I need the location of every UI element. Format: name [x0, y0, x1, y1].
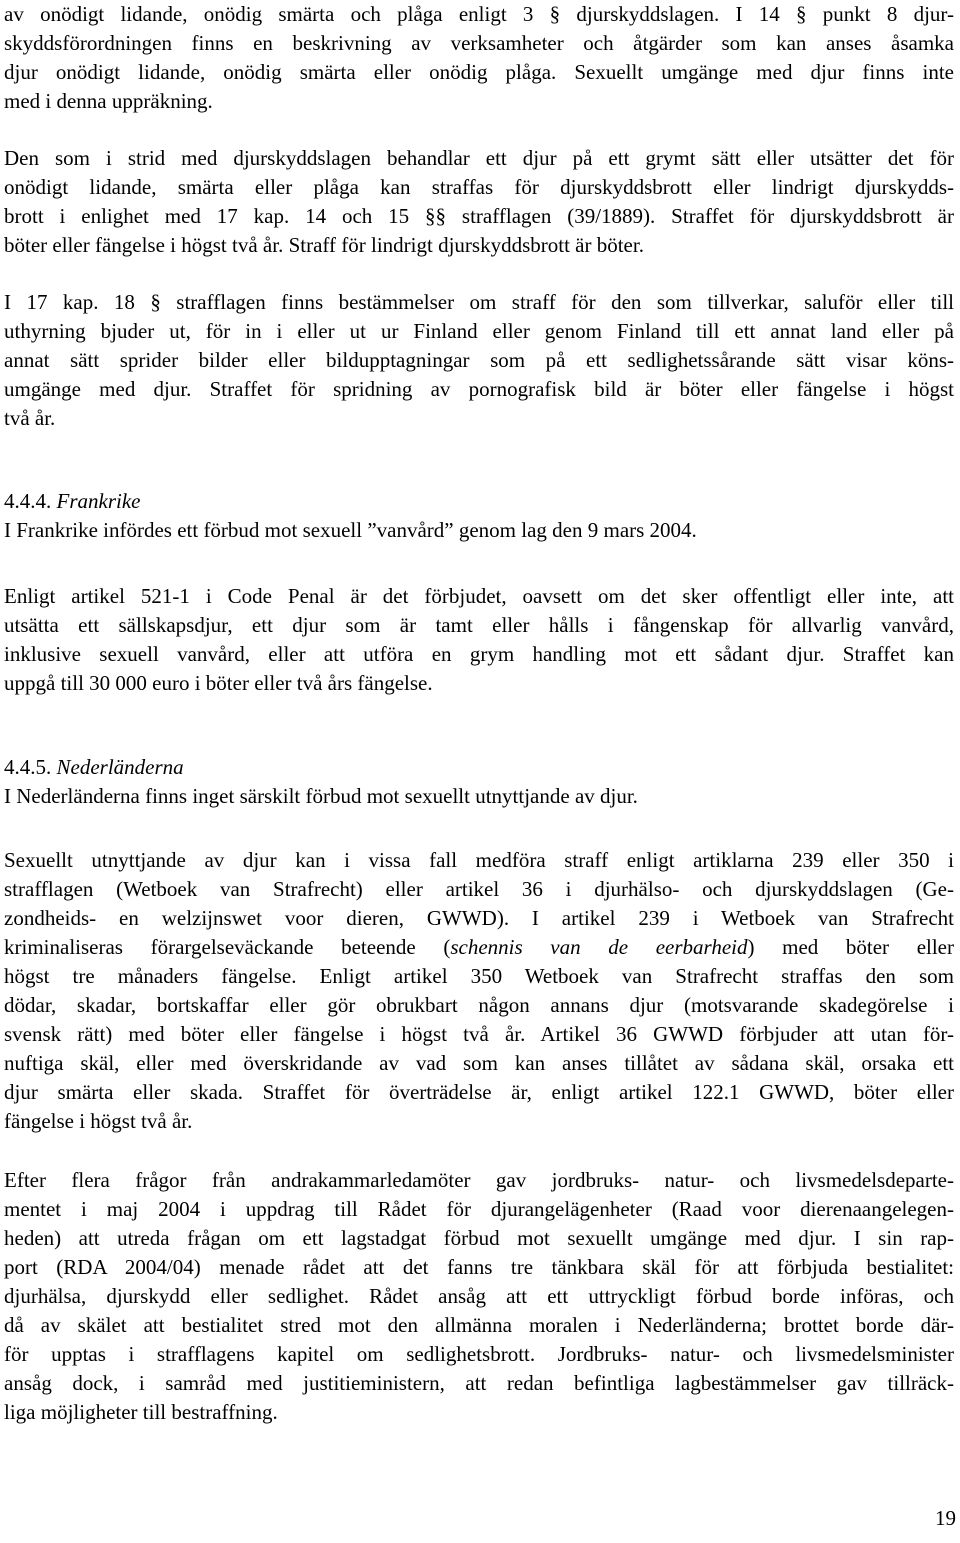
text-line: för upptas i strafflagens kapitel om sedlighetsbrott. Jordbruks- natur- och livsmedelsminister	[4, 1342, 954, 1366]
text-line: fängelse i högst två år.	[4, 1109, 193, 1133]
section-title: Nederländerna	[56, 755, 184, 779]
text-line: med i denna uppräkning.	[4, 89, 213, 113]
section-heading-frankrike	[4, 487, 954, 545]
text-line: I 17 kap. 18 § strafflagen finns bestämmelser om straff för den som tillverkar, saluför eller till	[4, 290, 954, 314]
paragraph-code-penal	[4, 582, 954, 698]
paragraph-rda	[4, 1166, 954, 1427]
text-line: liga möjligheter till bestraffning.	[4, 1400, 278, 1424]
text-line: djur onödigt lidande, onödig smärta eller onödig plåga. Sexuellt umgänge med djur finns inte	[4, 60, 954, 84]
paragraph-strafflagen	[4, 288, 954, 433]
text-line: Sexuellt utnyttjande av djur kan i vissa fall medföra straff enligt artiklarna 239 eller 350 i	[4, 848, 954, 872]
text-line: utsätta ett sällskapsdjur, ett djur som är tamt eller hålls i fångenskap för allvarlig vanvård,	[4, 613, 954, 637]
section-number: 4.4.5.	[4, 755, 52, 779]
text-line: zondheids- en welzijnswet voor dieren, GWWD). I artikel 239 i Wetboek van Strafrecht	[4, 906, 954, 930]
text-line: böter eller fängelse i högst två år. Straff för lindrigt djurskyddsbrott är böter.	[4, 233, 644, 257]
text-line: då av skälet att bestialitet stred mot den allmänna moralen i Nederländerna; brottet borde där-	[4, 1313, 954, 1337]
text-line: uthyrning bjuder ut, för in i eller ut ur Finland eller genom Finland till ett annat land eller på	[4, 319, 954, 343]
text-line: brott i enlighet med 17 kap. 14 och 15 §§ strafflagen (39/1889). Straffet för djurskyddsbrott är	[4, 204, 954, 228]
text-line: port (RDA 2004/04) menade rådet att det fanns tre tänkbara skäl för att förbjuda bestialitet:	[4, 1255, 954, 1279]
text-line: ansåg dock, i samråd med justitieministern, att redan befintliga lagbestämmelser gav tillräck-	[4, 1371, 954, 1395]
text-line: högst tre månaders fängelse. Enligt artikel 350 Wetboek van Strafrecht straffas den som	[4, 964, 954, 988]
text-line: onödigt lidande, smärta eller plåga kan straffas för djurskyddsbrott eller lindrigt djurskydds-	[4, 175, 954, 199]
text-line: I Nederländerna finns inget särskilt förbud mot sexuellt utnyttjande av djur.	[4, 784, 638, 808]
section-title: Frankrike	[56, 489, 141, 513]
text-line: två år.	[4, 406, 56, 430]
text-line: djurhälsa, djurskydd eller sedlighet. Rådet ansåg att ett uttryckligt förbud borde införas, och	[4, 1284, 954, 1308]
text-line: mentet i maj 2004 i uppdrag till Rådet för djurangelägenheter (Raad voor dierenaangelegen-	[4, 1197, 954, 1221]
text-line: dödar, skadar, bortskaffar eller gör obrukbart någon annans djur (motsvarande skadegörelse i	[4, 993, 954, 1017]
text-line: heden) att utreda frågan om ett lagstadgat förbud mot sexuellt umgänge med djur. I sin rap-	[4, 1226, 954, 1250]
text-line: Enligt artikel 521-1 i Code Penal är det förbjudet, oavsett om det sker offentligt eller inte, att	[4, 584, 954, 608]
text-line: djur smärta eller skada. Straffet för överträdelse är, enligt artikel 122.1 GWWD, böter eller	[4, 1080, 954, 1104]
text-line: Efter flera frågor från andrakammarledamöter gav jordbruks- natur- och livsmedelsdeparte-	[4, 1168, 954, 1192]
text-line: nuftiga skäl, eller med överskridande av vad som kan anses tillåtet av sådana skäl, orsaka ett	[4, 1051, 954, 1075]
text-line: I Frankrike infördes ett förbud mot sexuell ”vanvård” genom lag den 9 mars 2004.	[4, 518, 697, 542]
text-line: skyddsförordningen finns en beskrivning av verksamheter och åtgärder som kan anses åsamka	[4, 31, 954, 55]
paragraph-intro	[4, 0, 954, 116]
text-line: uppgå till 30 000 euro i böter eller två års fängelse.	[4, 671, 433, 695]
section-heading-nederlanderna	[4, 753, 954, 811]
section-number: 4.4.4.	[4, 489, 52, 513]
paragraph-wetboek	[4, 846, 954, 1136]
text-line: kriminaliseras förargelseväckande beteende (schennis van de eerbarheid) med böter eller	[4, 935, 954, 959]
text-line: Den som i strid med djurskyddslagen behandlar ett djur på ett grymt sätt eller utsätter det för	[4, 146, 954, 170]
text-line: inklusive sexuell vanvård, eller att utföra en grym handling mot ett sådant djur. Straffet kan	[4, 642, 954, 666]
italic-term: schennis van de eerbarheid	[450, 935, 748, 959]
text-line: av onödigt lidande, onödig smärta och plåga enligt 3 § djurskyddslagen. I 14 § punkt 8 djur-	[4, 2, 954, 26]
paragraph-djurskyddsbrott	[4, 144, 954, 260]
text-line: annat sätt sprider bilder eller bildupptagningar som på ett sedlighetssårande sätt visar köns-	[4, 348, 954, 372]
page-number: 19	[935, 1506, 956, 1530]
text-line: svensk rätt) med böter eller fängelse i högst två år. Artikel 36 GWWD förbjuder att utan för-	[4, 1022, 954, 1046]
text-line: umgänge med djur. Straffet för spridning av pornografisk bild är böter eller fängelse i högst	[4, 377, 954, 401]
text-line: strafflagen (Wetboek van Strafrecht) eller artikel 36 i djurhälso- och djurskyddslagen (Ge-	[4, 877, 954, 901]
